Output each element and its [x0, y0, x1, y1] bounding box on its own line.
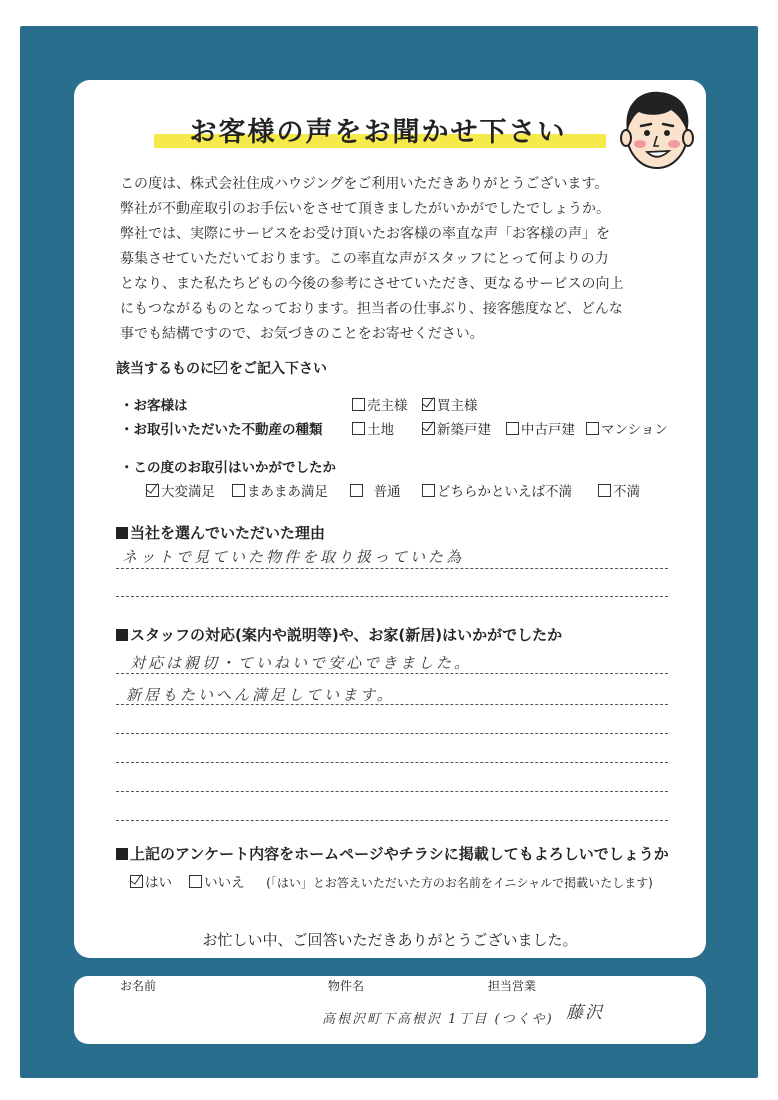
option-land[interactable]	[352, 418, 394, 438]
intro-line: 事でも結構ですので、お気づきのことをお寄せください。	[120, 326, 484, 342]
checkbox-checked[interactable]	[422, 422, 435, 435]
checkbox-checked[interactable]	[130, 875, 143, 888]
intro-line: となり、また私たちどもの今後の参考にさせていただき、更なるサービスの向上	[120, 276, 624, 292]
property-type-row	[120, 418, 680, 438]
thanks-message: お忙しい中、ご回答いただきありがとうございました。	[202, 931, 578, 949]
checkbox[interactable]	[352, 422, 365, 435]
consent-options	[130, 871, 653, 891]
satisfaction-row	[120, 456, 680, 476]
option-yes[interactable]	[130, 875, 172, 891]
reason-answer[interactable]: ネットで見ていた物件を取り扱っていた為	[122, 548, 465, 566]
option-label: 普通	[373, 484, 401, 500]
instruction	[116, 358, 327, 378]
answer-line	[116, 704, 668, 705]
option-rather-dissatisfied[interactable]	[422, 480, 572, 500]
option-label: 買主様	[437, 398, 478, 414]
instruction-before: 該当するものに	[116, 361, 214, 377]
option-label: どちらかといえば不満	[437, 484, 572, 500]
title-block	[150, 108, 606, 152]
staff-label: 担当営業	[488, 979, 537, 993]
option-seller[interactable]	[352, 394, 408, 414]
consent-note: (「はい」とお答えいただいた方のお名前をイニシャルで掲載いたします)	[266, 876, 653, 890]
answer-line	[116, 820, 668, 821]
option-label: はい	[145, 875, 172, 891]
property-label: 物件名	[328, 979, 365, 993]
checkbox-example-icon	[214, 361, 227, 374]
answer-line	[116, 762, 668, 763]
checkbox[interactable]	[422, 484, 435, 497]
checkbox[interactable]	[350, 484, 363, 497]
option-label: 不満	[613, 484, 640, 500]
answer-line	[116, 673, 668, 674]
option-no[interactable]	[189, 875, 245, 891]
option-label: まあまあ満足	[247, 484, 328, 500]
option-label: いいえ	[204, 875, 245, 891]
option-label: マンション	[601, 422, 668, 438]
customer-label: ・お客様は	[120, 398, 188, 414]
satisfaction-options	[146, 480, 676, 500]
checkbox[interactable]	[598, 484, 611, 497]
option-buyer[interactable]	[422, 394, 478, 414]
reason-heading-text: 当社を選んでいただいた理由	[130, 524, 326, 542]
checkbox[interactable]	[352, 398, 365, 411]
option-very-satisfied[interactable]	[146, 480, 215, 500]
option-label: 大変満足	[161, 484, 215, 500]
answer-line	[116, 568, 668, 569]
option-normal[interactable]	[350, 480, 401, 500]
answer-line	[116, 791, 668, 792]
intro-line: 募集させていただいております。この率直な声がスタッフにとって何よりの力	[120, 251, 609, 267]
square-bullet-icon	[116, 848, 128, 860]
staff-value[interactable]: 藤沢	[566, 1003, 604, 1023]
intro-line: この度は、株式会社住成ハウジングをご利用いただきありがとうございます。	[120, 176, 609, 192]
staff-heading-text: スタッフの対応(案内や説明等)や、お家(新居)はいかがでしたか	[130, 626, 563, 644]
checkbox[interactable]	[586, 422, 599, 435]
option-new-house[interactable]	[422, 418, 491, 438]
checkbox-checked[interactable]	[146, 484, 159, 497]
option-label: 土地	[367, 422, 394, 438]
name-label: お名前	[120, 979, 157, 993]
option-label: 中古戸建	[521, 422, 575, 438]
square-bullet-icon	[116, 527, 128, 539]
consent-heading	[116, 843, 669, 864]
option-dissatisfied[interactable]	[598, 480, 640, 500]
customer-row	[120, 394, 680, 414]
answer-line	[116, 596, 668, 597]
page-title: お客様の声をお聞かせ下さい	[189, 117, 567, 148]
checkbox-checked[interactable]	[422, 398, 435, 411]
checkbox[interactable]	[189, 875, 202, 888]
checkbox[interactable]	[506, 422, 519, 435]
option-label: 新築戸建	[437, 422, 491, 438]
checkbox[interactable]	[232, 484, 245, 497]
option-used-house[interactable]	[506, 418, 575, 438]
option-mansion[interactable]	[586, 418, 668, 438]
satisfaction-label: ・この度のお取引はいかがでしたか	[120, 460, 336, 476]
option-label: 売主様	[367, 398, 408, 414]
staff-answer-line-1[interactable]: 対応は親切・ていねいで安心できました。	[130, 654, 473, 672]
consent-heading-text: 上記のアンケート内容をホームページやチラシに掲載してもよろしいでしょうか	[130, 845, 669, 863]
intro-line: 弊社が不動産取引のお手伝いをさせて頂きましたがいかがでしたでしょうか。	[120, 201, 610, 217]
instruction-after: をご記入下さい	[229, 361, 327, 377]
property-type-label: ・お取引いただいた不動産の種類	[120, 422, 323, 438]
intro-line: 弊社では、実際にサービスをお受け頂いたお客様の率直な声「お客様の声」を	[120, 226, 610, 242]
property-value[interactable]: 高根沢町下高根沢 1丁目 (つくや)	[322, 1012, 554, 1027]
intro-text	[120, 172, 680, 347]
staff-answer-line-2[interactable]: 新居もたいへん満足しています。	[126, 686, 395, 704]
mascot-face-icon	[617, 86, 697, 172]
square-bullet-icon	[116, 629, 128, 641]
reason-heading	[116, 522, 325, 543]
intro-line: にもつながるものとなっております。担当者の仕事ぶり、接客態度など、どんな	[120, 301, 623, 317]
option-somewhat-satisfied[interactable]	[232, 480, 328, 500]
staff-heading	[116, 624, 562, 645]
answer-line	[116, 733, 668, 734]
